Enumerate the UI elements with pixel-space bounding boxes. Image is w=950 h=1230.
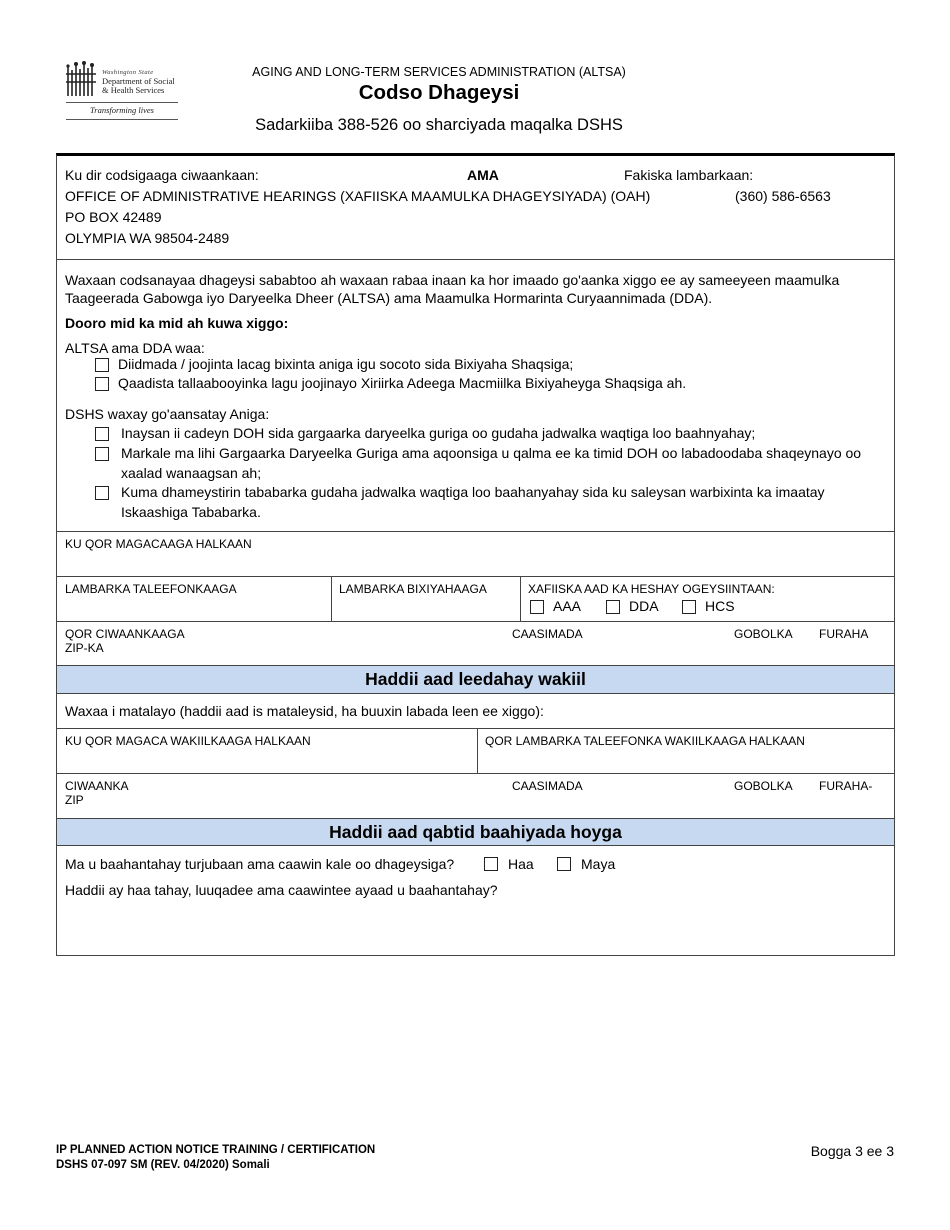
form-name: IP PLANNED ACTION NOTICE TRAINING / CERTIFICATION <box>56 1144 376 1156</box>
altsa-option-2-text: Qaadista tallaabooyinka lagu joojinayo Xiriirka Adeega Macmiilka Bixiyaheyga Shaqsiga ah. <box>118 375 687 391</box>
name-field[interactable] <box>57 532 894 577</box>
interpreter-no-label: Maya <box>581 856 616 872</box>
zip-label: FURAHA <box>819 627 869 641</box>
contact-row <box>57 577 894 622</box>
address-label: QOR CIWAANKAAGA <box>65 627 185 641</box>
altsa-option-1-text: Diidmada / joojinta lacag bixinta aniga igu socoto sida Bixiyaha Shaqsiga; <box>118 356 574 372</box>
dshs-option-2-text: Markale ma lihi Gargaarka Daryeelka Guriga ama aqoonsiga u qalma ee ka timid DOH oo labadoodaba shaqeynayo oo xaalad wanaagsan ah; <box>121 445 862 481</box>
office-hcs-checkbox[interactable] <box>682 600 696 614</box>
hearing-request-form <box>56 153 895 956</box>
logo-tagline: Transforming lives <box>90 105 154 115</box>
dshs-option-1-text: Inaysan ii cadeyn DOH sida gargaarka daryeelka guriga oo gudaha jadwalka waqtiga loo baahnyahay; <box>121 425 756 441</box>
representative-zip-label: FURAHA- <box>819 779 873 793</box>
representative-instruction: Waxaa i matalayo (haddii aad is mataleysid, ha buuxin labada leen ee xiggo): <box>65 703 544 719</box>
interpreter-section <box>57 846 894 957</box>
representative-name-label: KU QOR MAGACA WAKIILKAAGA HALKAAN <box>65 734 311 748</box>
form-id: DSHS 07-097 SM (REV. 04/2020) Somali <box>56 1159 270 1171</box>
interpreter-no-checkbox[interactable] <box>557 857 571 871</box>
representative-instruction-row <box>57 694 894 729</box>
administration-name: AGING AND LONG-TERM SERVICES ADMINISTRATION (ALTSA) <box>252 65 626 79</box>
interpreter-band: Haddii aad qabtid baahiyada hoyga <box>57 819 894 846</box>
dshs-option-3-text: Kuma dhameystirin tababarka gudaha jadwalka waqtiga loo baahanyahay sida ku saleysan warbixinta ka imaatay Iskaashiga Tababarka. <box>121 484 825 520</box>
interpreter-yes-checkbox[interactable] <box>484 857 498 871</box>
page-subtitle: Sadarkiiba 388-526 oo sharciyada maqalka DSHS <box>255 116 623 134</box>
provider-number-label: LAMBARKA BIXIYAHAAGA <box>339 582 487 596</box>
representative-phone-label: QOR LAMBARKA TALEEFONKA WAKIILKAAGA HALKAAN <box>485 734 805 748</box>
name-label: KU QOR MAGACAAGA HALKAAN <box>65 537 252 551</box>
altsa-option-1-checkbox[interactable] <box>95 358 109 372</box>
reasons-section <box>57 260 894 532</box>
send-to-label: Ku dir codsigaaga ciwaankaan: <box>65 167 259 183</box>
office-name: OFFICE OF ADMINISTRATIVE HEARINGS (XAFIISKA MAAMULKA DHAGEYSIYADA) (OAH) <box>65 188 651 204</box>
dshs-option-2-checkbox[interactable] <box>95 447 109 461</box>
divider <box>331 577 332 621</box>
representative-city-label: CAASIMADA <box>512 779 583 793</box>
divider <box>520 577 521 621</box>
page-title: Codso Dhageysi <box>358 81 520 104</box>
interpreter-yes-label: Haa <box>508 856 534 872</box>
fax-number: (360) 586-6563 <box>735 188 831 204</box>
representative-band: Haddii aad leedahay wakiil <box>57 666 894 694</box>
zip-label-continued: ZIP-KA <box>65 641 104 655</box>
instruction-text: Dooro mid ka mid ah kuwa xiggo: <box>65 315 289 331</box>
divider <box>477 729 478 773</box>
page-number: Bogga 3 ee 3 <box>810 1143 894 1159</box>
office-hcs-label: HCS <box>705 598 735 614</box>
logo-state-text: Washington State <box>102 69 154 76</box>
po-box: PO BOX 42489 <box>65 209 162 225</box>
phone-label: LAMBARKA TALEEFONKAAGA <box>65 582 237 596</box>
representative-address-label: CIWAANKA <box>65 779 129 793</box>
addressee-section <box>57 156 894 260</box>
representative-state-label: GOBOLKA <box>734 779 793 793</box>
office-dda-label: DDA <box>629 598 659 614</box>
city-state-zip: OLYMPIA WA 98504-2489 <box>65 230 230 246</box>
dshs-option-1-checkbox[interactable] <box>95 427 109 441</box>
dshs-label: DSHS waxay go'aansatay Aniga: <box>65 406 270 422</box>
representative-address-field[interactable] <box>57 774 894 819</box>
interpreter-followup: Haddii ay haa tahay, luuqadee ama caawintee ayaad u baahantahay? <box>65 882 498 898</box>
dshs-option-3-checkbox[interactable] <box>95 486 109 500</box>
request-intro: Waxaan codsanayaa dhageysi sababtoo ah waxaan rabaa inaan ka hor imaado go'aanka xiggo ee ay sameeyeen maamulka Taageerada Gabowga iyo Daryeelka Dheer (ALTSA) ama Maamulka Hormarinta Curyaannimada (DDA). <box>65 272 840 306</box>
altsa-label: ALTSA ama DDA waa: <box>65 340 205 356</box>
altsa-option-2-checkbox[interactable] <box>95 377 109 391</box>
dshs-logo-mark-icon <box>64 60 98 98</box>
logo-dept-line-1: Department of Social <box>102 76 175 86</box>
address-field[interactable] <box>57 622 894 666</box>
logo-dept-line-2: & Health Services <box>102 85 165 95</box>
office-aaa-label: AAA <box>553 598 582 614</box>
or-label: AMA <box>467 167 499 183</box>
office-dda-checkbox[interactable] <box>606 600 620 614</box>
office-aaa-checkbox[interactable] <box>530 600 544 614</box>
representative-zip-label-continued: ZIP <box>65 793 84 807</box>
city-label: CAASIMADA <box>512 627 583 641</box>
interpreter-question: Ma u baahantahay turjubaan ama caawin kale oo dhageysiga? <box>65 856 455 872</box>
fax-label: Fakiska lambarkaan: <box>624 167 754 183</box>
office-received-label: XAFIISKA AAD KA HESHAY OGEYSIINTAAN: <box>528 582 775 596</box>
representative-contact-row <box>57 729 894 774</box>
state-label: GOBOLKA <box>734 627 793 641</box>
